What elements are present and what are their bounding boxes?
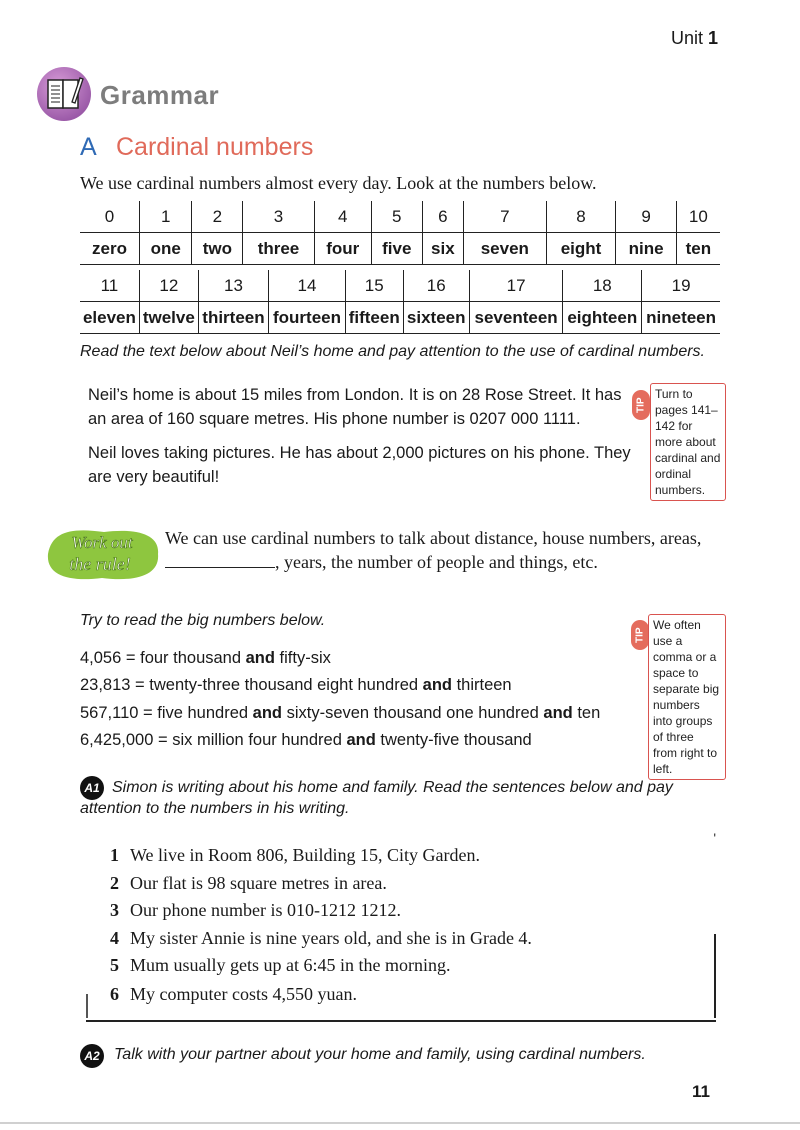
numbers-table-0-10: [80, 201, 720, 265]
sentence-number: 5: [110, 955, 119, 975]
sentence-3: [110, 900, 401, 921]
number-digit-cell: 13: [198, 270, 268, 302]
big-number-and: and: [245, 649, 275, 667]
big-number-words: five hundred: [157, 704, 253, 722]
sentence-number: 2: [110, 873, 119, 893]
rule-text-after: , years, the number of people and things, etc.: [275, 552, 598, 572]
sentence-text: We live in Room 806, Building 15, City Garden.: [130, 845, 481, 865]
number-word-cell: nine: [616, 233, 676, 265]
neil-paragraph-2: Neil loves taking pictures. He has about 2,000 pictures on his phone. They are very beautiful!: [88, 444, 631, 486]
number-word-cell: thirteen: [198, 302, 268, 334]
a1-instruction: Simon is writing about his home and family. Read the sentences below and pay: [112, 779, 673, 796]
page-number: 11: [692, 1082, 710, 1101]
a1-label: A1: [80, 776, 104, 800]
number-word-cell: three: [243, 233, 314, 265]
big-number-and: and: [543, 704, 573, 722]
big-number-value: 567,110: [80, 704, 139, 722]
unit-label: [671, 28, 718, 49]
number-word-cell: two: [192, 233, 243, 265]
number-digit-cell: 10: [676, 201, 720, 233]
sentence-text: Mum usually gets up at 6:45 in the morning.: [130, 955, 451, 975]
numbers-table-11-19: [80, 270, 720, 334]
big-number-words: thirteen: [451, 676, 512, 694]
number-digit-cell: 3: [243, 201, 314, 233]
badge-line-1: Work out: [71, 533, 133, 552]
sentence-6: [110, 984, 357, 1005]
number-word-cell: twelve: [139, 302, 198, 334]
number-word-cell: fifteen: [345, 302, 403, 334]
sentence-2: [110, 873, 387, 894]
sentence-text: Our flat is 98 square metres in area.: [130, 873, 387, 893]
number-digit-cell: 5: [371, 201, 422, 233]
intro-text: We use cardinal numbers almost every day. Look at the numbers below.: [80, 173, 597, 193]
rule-text: [165, 526, 705, 574]
big-number-4: 6,425,000 = six million four hundred and twenty-five thousand: [80, 731, 532, 749]
number-word-cell: eight: [546, 233, 616, 265]
number-word-cell: eighteen: [563, 302, 642, 334]
big-number-words: ten: [572, 704, 601, 722]
number-digit-cell: 1: [140, 201, 192, 233]
big-number-value: 23,813: [80, 676, 131, 694]
big-number-and: and: [422, 676, 452, 694]
number-digit-cell: 0: [104, 206, 115, 226]
try-instruction: Try to read the big numbers below.: [80, 612, 326, 629]
big-number-1: 4,056 = four thousand and fifty-six: [80, 649, 331, 667]
big-number-and: and: [346, 731, 376, 749]
number-word-cell: eleven: [80, 302, 139, 334]
big-number-value: 4,056: [80, 649, 122, 667]
big-number-words: twenty-three thousand eight hundred: [149, 676, 423, 694]
badge-line-2: the rule!: [69, 554, 131, 574]
number-digit-cell: 6: [422, 201, 463, 233]
grammar-title: Grammar: [100, 80, 220, 110]
tip-tag-icon: TIP: [631, 620, 649, 650]
section-letter: A: [80, 133, 97, 161]
rule-blank-field[interactable]: [165, 551, 275, 568]
sentence-text: My sister Annie is nine years old, and she is in Grade 4.: [130, 928, 532, 948]
big-number-words: sixty-seven thousand one hundred: [281, 704, 544, 722]
rule-text-before: We can use cardinal numbers to talk about distance, house numbers, areas,: [165, 528, 702, 548]
number-digit-cell: 7: [464, 201, 547, 233]
a2-label: A2: [80, 1044, 104, 1068]
sentence-text: My computer costs 4,550 yuan.: [130, 984, 357, 1004]
sentence-1: [110, 845, 480, 866]
number-word-cell: ten: [676, 233, 720, 265]
number-word-cell: sixteen: [403, 302, 469, 334]
sentence-number: 3: [110, 900, 119, 920]
number-word-cell: seven: [464, 233, 547, 265]
frame-tick-mark: ': [713, 830, 716, 846]
frame-edge: [86, 994, 88, 1018]
number-word-cell: one: [140, 233, 192, 265]
section-heading: Cardinal numbers: [116, 133, 314, 161]
number-digit-cell: 4: [314, 201, 371, 233]
sentence-number: 6: [110, 984, 119, 1004]
big-number-value: 6,425,000: [80, 731, 154, 749]
number-digit-cell: 16: [403, 270, 469, 302]
number-digit-cell: 15: [345, 270, 403, 302]
big-number-words: fifty-six: [274, 649, 331, 667]
sentence-number: 4: [110, 928, 119, 948]
sentence-text: Our phone number is 010-1212 1212.: [130, 900, 401, 920]
number-word-cell: six: [422, 233, 463, 265]
a2-instruction: Talk with your partner about your home and family, using cardinal numbers.: [114, 1046, 646, 1063]
page-bottom-edge: [0, 1122, 800, 1124]
tip-box-pages: Turn to pages 141–142 for more about cardinal and ordinal numbers.: [650, 383, 726, 501]
sentence-number: 1: [110, 845, 119, 865]
big-number-3: 567,110 = five hundred and sixty-seven thousand one hundred and ten: [80, 704, 601, 722]
number-digit-cell: 9: [616, 201, 676, 233]
big-number-words: six million four hundred: [172, 731, 347, 749]
number-digit-cell: 17: [469, 270, 563, 302]
frame-edge: [714, 934, 716, 1018]
number-digit-cell: 18: [563, 270, 642, 302]
number-word-cell: seventeen: [469, 302, 563, 334]
unit-number: 1: [707, 28, 718, 48]
a1-instruction-line-2: attention to the numbers in his writing.: [80, 800, 350, 817]
number-word-cell: fourteen: [269, 302, 346, 334]
number-word-cell: four: [314, 233, 371, 265]
sentence-4: [110, 928, 532, 949]
number-digit-cell: 14: [269, 270, 346, 302]
number-digit-cell: 2: [192, 201, 243, 233]
work-out-the-rule-badge: [44, 524, 162, 584]
big-number-words: twenty-five thousand: [375, 731, 532, 749]
tip-box-commas: We often use a comma or a space to separate big numbers into groups of three from right to left.: [648, 614, 726, 780]
unit-word: Unit: [670, 28, 703, 48]
number-word-cell: five: [371, 233, 422, 265]
read-instruction: Read the text below about Neil’s home and pay attention to the use of cardinal numbers.: [80, 343, 705, 360]
number-digit-cell: 8: [546, 201, 616, 233]
number-digit-cell: 12: [139, 270, 198, 302]
number-word-cell: nineteen: [642, 302, 720, 334]
sentence-5: [110, 955, 450, 976]
number-word-cell: zero: [80, 233, 140, 265]
tip-tag-icon: TIP: [632, 390, 650, 420]
big-number-words: four thousand: [140, 649, 246, 667]
big-number-and: and: [252, 704, 282, 722]
number-digit-cell: 11: [100, 275, 119, 295]
neil-paragraph-1: Neil’s home is about 15 miles from London. It is on 28 Rose Street. It has an area of 160 square metres. His phone number is 0207 000 1111.: [88, 386, 622, 428]
grammar-book-icon: [36, 66, 92, 122]
number-digit-cell: 19: [642, 270, 720, 302]
big-number-2: 23,813 = twenty-three thousand eight hundred and thirteen: [80, 676, 512, 694]
